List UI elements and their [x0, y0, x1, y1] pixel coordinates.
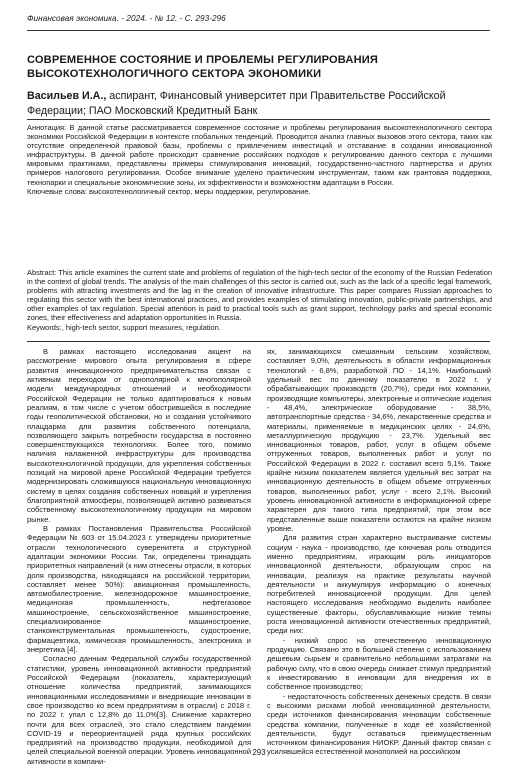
journal-citation: Финансовая экономика. - 2024. - № 12. - C. 293-296: [27, 14, 226, 23]
body-paragraph: - недостаточность собственных денежных средств. В связи с высокими рисками любой инновационной деятельности, среди источников финансирования инновации собственные средства компании, полученные в ходе её хозяйственной деятельности, будут оставаться преимущественным источником финансирования НИОКР. Данный фактор связан с усилявшейся естественной монополией на российском: [267, 691, 491, 757]
abstract-en-text: Abstract: This article examines the current state and problems of regulation of the high-tech sector of the economy of the Russian Federation in the context of global trends. The analysis of the main challenges of this sector is carried out, such as the lack of a specific legal framework, problems with attracting investments and the lag in the creation of innovative infrastructure. This paper compares Russian approaches to regulating this sector with the best international practices, and provides examples of stimulating innovation, public-private partnerships, and other examples of tax regulation. Special attention is paid to practical tools such as grant support, technology parks and special economic zones, their effectiveness and adaptation opportunities in Russia.: [27, 268, 492, 323]
body-paragraph: Для развития стран характерно выстраивание системы социум - наука - производство, где ключевая роль отводится именно предприятиям, играющим роль инициаторов инновационной деятельности, образующим спрос на инновации, реализуя на практике результаты научной деятельности и аккумулируя информацию о конечных потребителей инновационной продукции. Для целей настоящего исследования необходимо выделить наиболее существенные факторы, обуславливающие низкие темпы роста инновационной активности отечественных предприятий, среди них:: [267, 533, 491, 636]
article-title: [27, 53, 490, 81]
title-line-2: ВЫСОКОТЕХНОЛОГИЧНОГО СЕКТОРА ЭКОНОМИКИ: [27, 68, 322, 80]
body-paragraph: В рамках настоящего исследования акцент на рассмотрение мирового опыта регулирования в сфере развития инновационного предпринимательства связан с активным переходом от однополярной к многополярной модели международных отношений и необходимости Российской Федерации не только адаптироваться к новым реалиям, в том числе с учетом обострившейся в последние годы геополитической обстановки, но и создания устойчивого плацдарма для развития собственного потенциала, позволяющего закрыть потребности государства в постоянно совершенствующихся технологиях. Более того, помимо наличия налаженной инфраструктуры для производства высокотехнологичной продукции, для укрепления собственных позиций на мировой арене Российской Федерации требуется модернизировать сложившуюся национальную инновационную систему в целях создания собственных новаций и укрепления благоприятной атмосферы, позволяющей активно развиваться собственному высокотехнологичному продукции на мировом рынке.: [27, 347, 251, 524]
author-name: Васильев И.А.,: [27, 90, 107, 102]
abstract-bottom-rule: [27, 341, 490, 342]
keywords-en: Keywords:, high-tech sector, support measures, regulation.: [27, 322, 221, 332]
keywords-ru: Ключевые слова: высокотехнологичный сектор, меры поддержки, регулирование.: [27, 186, 311, 196]
header-rule: [27, 30, 490, 31]
title-line-1: СОВРЕМЕННОЕ СОСТОЯНИЕ И ПРОБЛЕМЫ РЕГУЛИРОВАНИЯ: [27, 54, 378, 66]
body-paragraph: ях, занимающихся смешанным сельским хозяйством, составляет 9,0%, деятельность в области информационных технологий - 6,8%, разработкой ПО - 14,1%. Наибольший удельный вес по данному показателю в 2022 г. у обрабатывающих производств (20,7%), среди них компании, производящие компьютеры, электронные и оптические изделия - 48,4%, электрическое оборудование - 38,5%, автотранспортные средства - 34,6%, лекарственные средства и материалы, применяемые в медицинских целях - 24,6%, металлургическую продукцию - 23,7%. Удельный вес инновационных товаров, работ, услуг в общем объеме отгруженных товаров, выполненных работ и услуг по Российской Федерации в 2022 г. составил всего 5,1%. Также крайне низким показателем является удельный вес затрат на инновационную деятельность в общем объеме отгруженных товаров, выполненных работ, услуг - всего 2,1%. Высокий уровень инновационной активности в информационной сфере характерен для такого типа предприятий, при этом все представленные выше показатели остаются на крайне низком уровне.: [267, 347, 491, 533]
author-info: [27, 89, 493, 118]
abstract-english: [27, 268, 492, 332]
abstract-ru-text: Аннотация: В данной статье рассматривается современное состояние и проблемы регулирования высокотехнологичного сектора экономики Российской Федерации в контексте глобальных тенденций. Проводится анализ главных вызовов этого сектора, таких как отсутствие определенной правовой базы, проблемы с привлечением инвестиций и отставание в создании инновационной инфраструктуры. В данной работе происходит сравнение российских подходов к регулированию данного сектора с лучшими мировыми практиками, представлены примеры стимулирования инноваций, государственно-частного партнерства и других примеров налогового регулирования. Особое внимание уделено практическим инструментам, таким как грантовая поддержка, технопарки и специальные экономические зоны, их эффективности и возможностям адаптации в России.: [27, 123, 492, 187]
body-column-right: [267, 347, 491, 757]
author-affiliation: аспирант, Финансовый университет при Правительстве Российской Федерации; ПАО Московский Кредитный Банк: [27, 90, 446, 117]
body-paragraph: - низкий спрос на отечественную инновационную продукцию. Связано это в большей степени с использованием дешевым сырьем и сравнительно небольшими затратами на рабочую силу, что в свою очередь снижает стимул предприятий к инвестированию в инновации для внедрения их в собственное производство;: [267, 635, 491, 692]
abstract-russian: [27, 123, 492, 196]
body-paragraph: Согласно данным Федеральной службы государственной статистики, уровень инновационной активности предприятий Российской Федерации (показатель, характеризующий отношение количества предприятий, занимающихся инновационными исследованиями и внедряющие инновации в свое производство ко всем предприятиям в отрасли) с 2018 г. по 2022 г. упал с 12,8% до 11,0%[3]. Снижение характерно почти для всех отраслей, это стало следствием пандемии COVID-19 и переориентацией ряда крупных российских предприятий на производство продукции, необходимой для целей специальной военной операции. Уровень инновационной активности в компани-: [27, 654, 252, 766]
page-number: 293: [252, 748, 266, 757]
abstract-top-rule: [27, 119, 490, 120]
body-column-left: [27, 347, 251, 766]
body-paragraph: В рамках Постановления Правительства Российской Федерации № 603 от 15.04.2023 г. утверждены приоритетные отрасли технологического суверенитета и структурной адаптации экономики России. Так, определены тринадцать приоритетных направлений (к ним отнесены отрасли, в которых доля производства, находящаяся на российской территории, составляет менее 50%): авиационная промышленность, автомобилестроение, железнодорожное машиностроение, медицинская промышленность, нефтегазовое машиностроение, сельскохозяйственное машиностроение, специализированное машиностроение, станкоинструментальная промышленность, судостроение, фармацевтика, химическая промышленность, электроника и энергетика [4].: [27, 523, 251, 654]
